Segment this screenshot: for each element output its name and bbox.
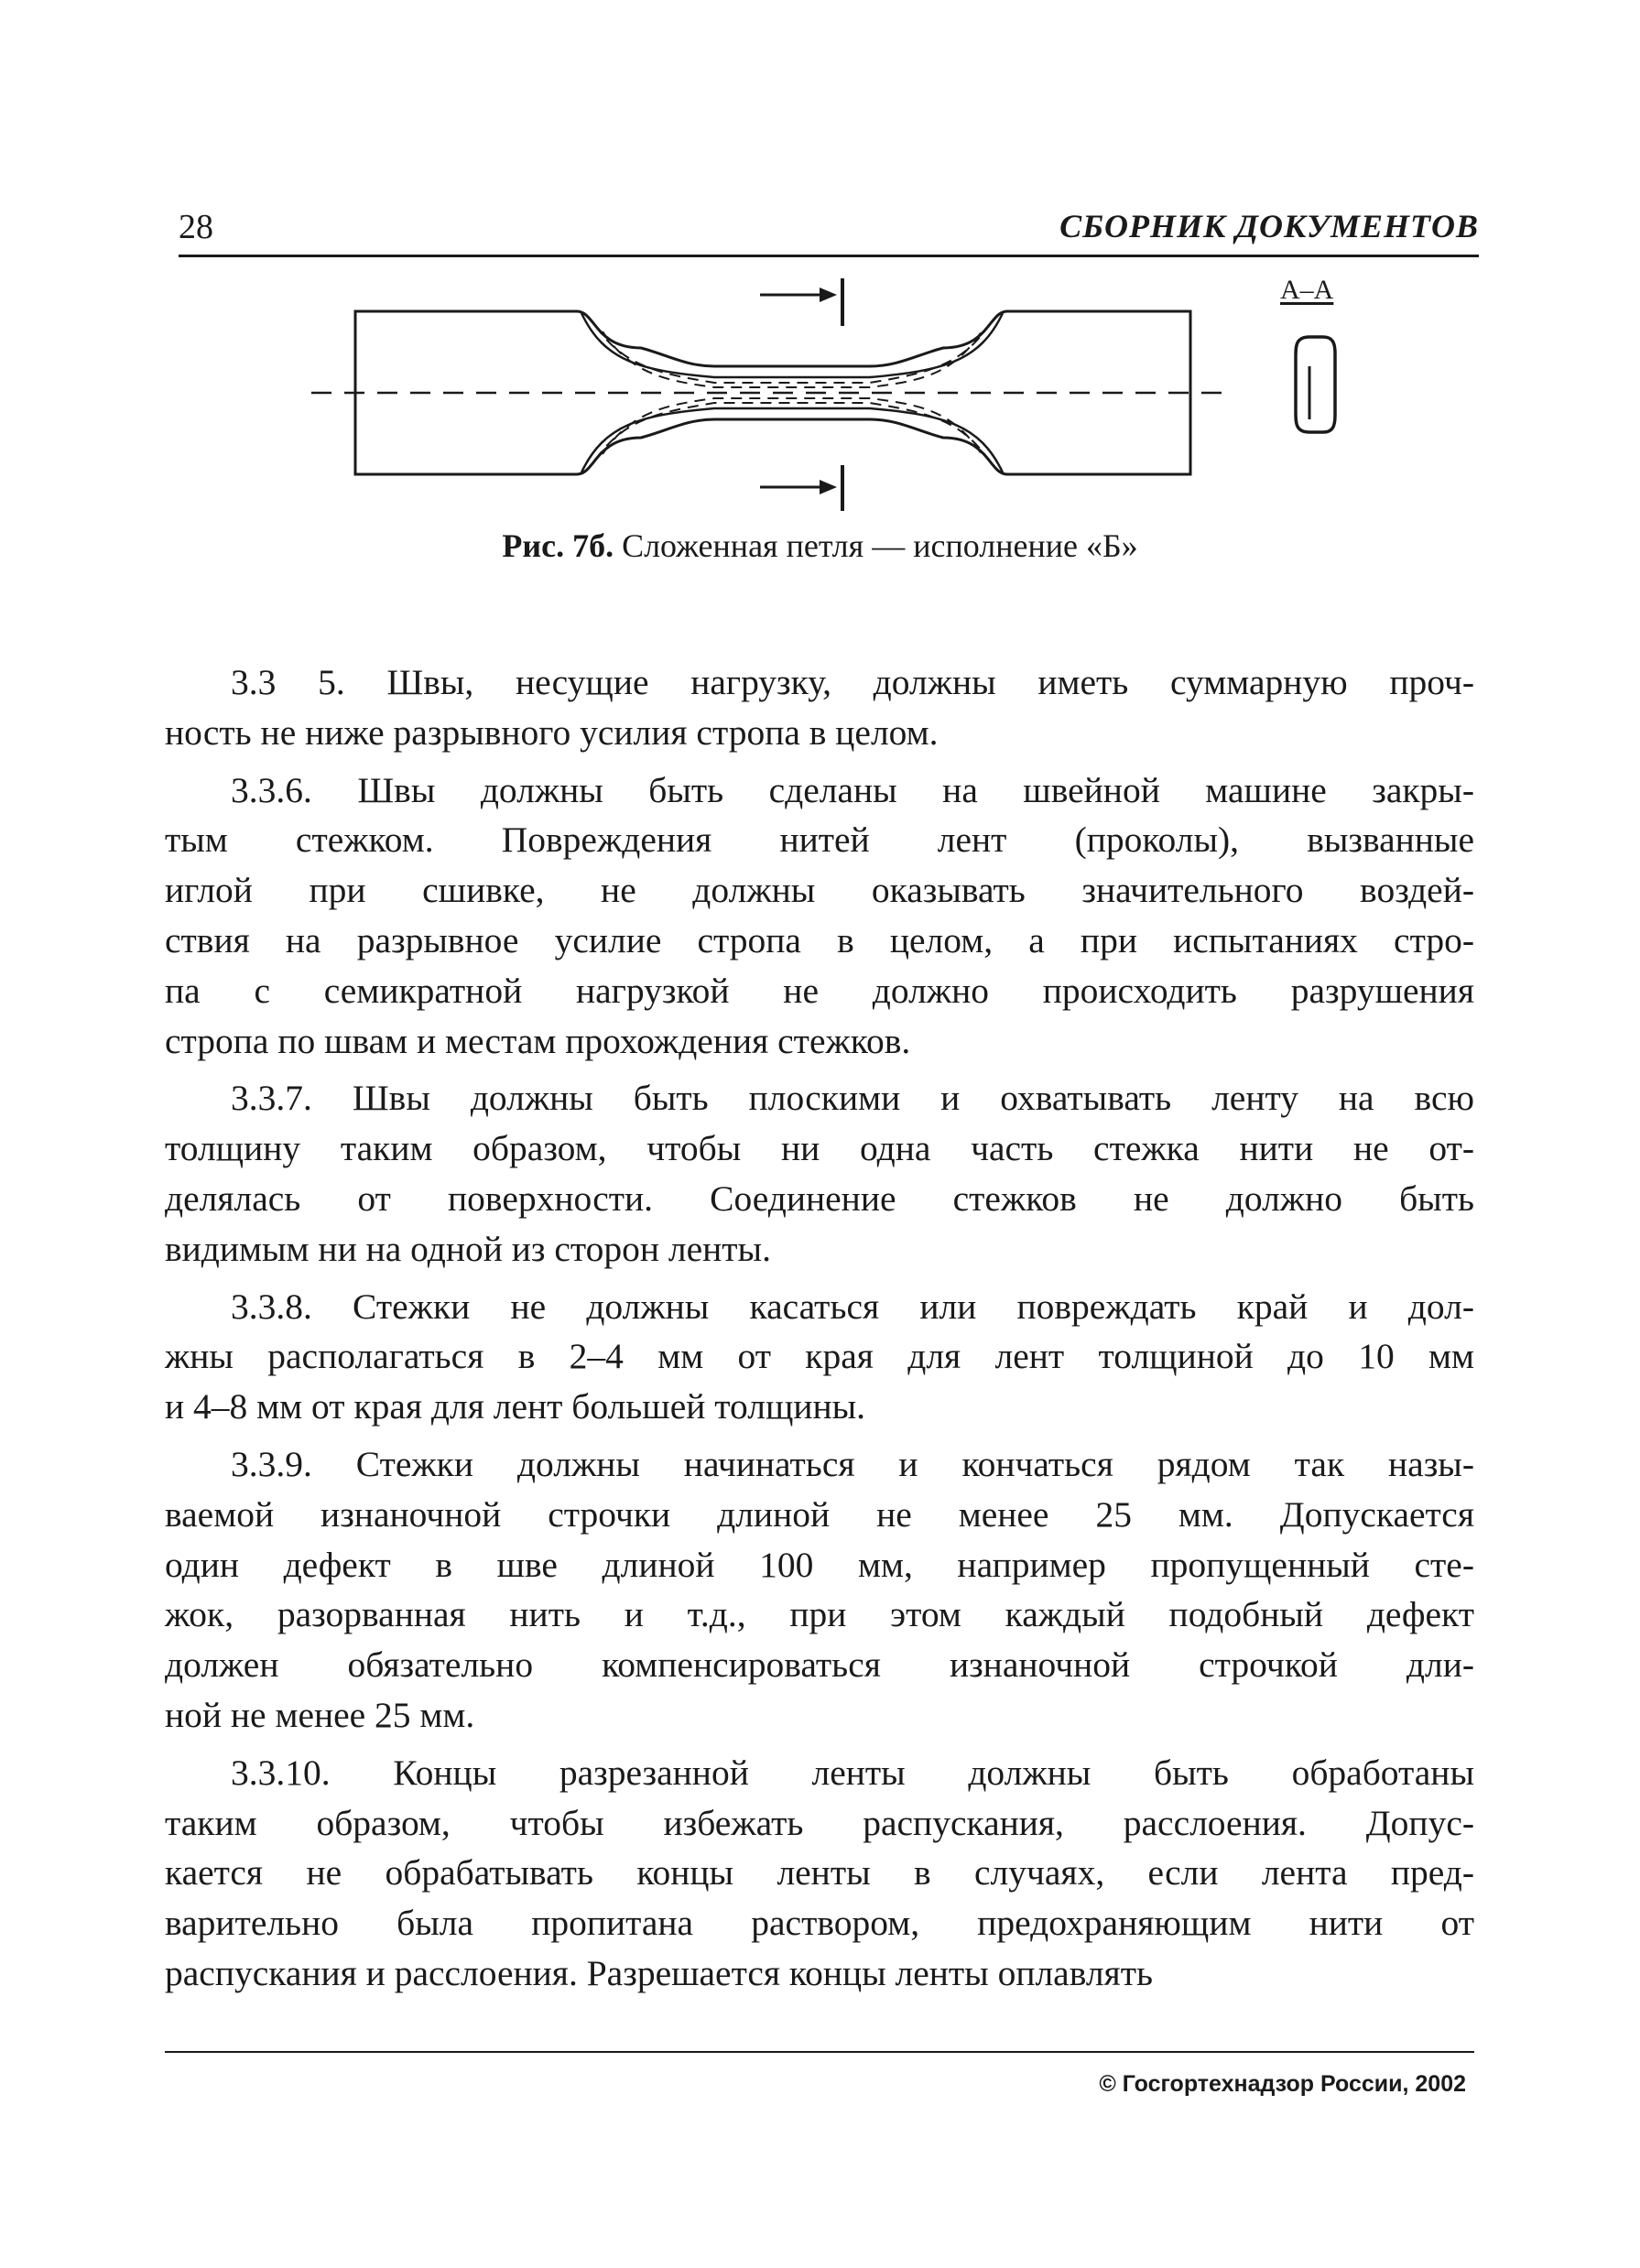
- figure-caption-text: Сложенная петля — исполнение «Б»: [622, 527, 1138, 564]
- folded-loop-drawing: [311, 275, 1410, 513]
- stitch-line-upper-1: [595, 325, 989, 383]
- text-line: один дефект в шве длиной 100 мм, например пропущенный сте-: [165, 1544, 1474, 1585]
- section-label: А–А: [1280, 275, 1334, 305]
- footer-rule: [165, 2051, 1474, 2053]
- document-body: [165, 657, 1474, 2006]
- text-line: жок, разорванная нить и т.д., при этом каждый подобный дефект: [165, 1594, 1474, 1635]
- text-line: должен обязательно компенсироваться изнаночной строчкой дли-: [165, 1644, 1474, 1686]
- text-line: делялась от поверхности. Соединение стежков не должно быть: [165, 1177, 1474, 1219]
- sling-loop-figure: [311, 275, 1410, 513]
- paragraph: [165, 657, 1474, 758]
- page-number: 28: [179, 208, 213, 246]
- text-line: 3.3.8. Стежки не должны касаться или повреждать край и дол-: [231, 1286, 1474, 1327]
- text-line: 3.3.10. Концы разрезанной ленты должны быть обработаны: [231, 1752, 1474, 1793]
- section-arrow-bottom-head: [820, 480, 837, 494]
- page-header: [179, 203, 1479, 257]
- text-line: распускания и расслоения. Разрешается концы ленты оплавлять: [165, 1952, 1153, 1993]
- paragraph: [165, 1282, 1474, 1432]
- cross-section-aa: [1296, 337, 1335, 432]
- figure-number: Рис. 7б.: [502, 527, 614, 564]
- paragraph: [165, 1073, 1474, 1274]
- text-line: 3.3 5. Швы, несущие нагрузку, должны иметь суммарную проч-: [231, 662, 1474, 702]
- text-line: ной не менее 25 мм.: [165, 1694, 475, 1735]
- text-line: толщину таким образом, чтобы ни одна часть стежка нити не от-: [165, 1128, 1474, 1169]
- text-line: ваемой изнаночной строчки длиной не менее 25 мм. Допускается: [165, 1493, 1474, 1535]
- paragraph: [165, 765, 1474, 1067]
- text-line: кается не обрабатывать концы ленты в случаях, если лента пред-: [165, 1852, 1474, 1894]
- stitch-line-upper-2: [603, 331, 982, 387]
- text-line: ствия на разрывное усилие стропа в целом, а при испытаниях стро-: [165, 919, 1474, 960]
- paragraph: [165, 1748, 1474, 1999]
- text-line: и 4–8 мм от края для лент большей толщины.: [165, 1386, 866, 1427]
- figure-caption: [0, 526, 1640, 565]
- text-line: тым стежком. Повреждения нитей лент (проколы), вызванные: [165, 819, 1474, 861]
- text-line: ность не ниже разрывного усилия стропа в целом.: [165, 711, 939, 753]
- stitch-line-lower-1: [595, 403, 989, 461]
- text-line: 3.3.6. Швы должны быть сделаны на швейной машине закры-: [231, 769, 1474, 810]
- running-title: СБОРНИК ДОКУМЕНТОВ: [1059, 208, 1479, 244]
- text-line: видимым ни на одной из сторон ленты.: [165, 1228, 771, 1269]
- paragraph: [165, 1439, 1474, 1741]
- text-line: варительно была пропитана раствором, предохраняющим нити от: [165, 1903, 1474, 1944]
- stitch-line-lower-2: [603, 398, 982, 454]
- copyright-notice: © Госгортехнадзор России, 2002: [1099, 2071, 1466, 2097]
- section-arrow-top-head: [820, 288, 837, 302]
- text-line: жны располагаться в 2–4 мм от края для лент толщиной до 10 мм: [165, 1336, 1474, 1377]
- text-line: иглой при сшивке, не должны оказывать значительного воздей-: [165, 870, 1474, 911]
- text-line: 3.3.9. Стежки должны начинаться и кончаться рядом так назы-: [231, 1443, 1474, 1484]
- text-line: 3.3.7. Швы должны быть плоскими и охватывать ленту на всю: [231, 1078, 1474, 1119]
- text-line: стропа по швам и местам прохождения стежков.: [165, 1020, 911, 1061]
- text-line: па с семикратной нагрузкой не должно происходить разрушения: [165, 970, 1474, 1011]
- text-line: таким образом, чтобы избежать распускания, расслоения. Допус-: [165, 1802, 1474, 1843]
